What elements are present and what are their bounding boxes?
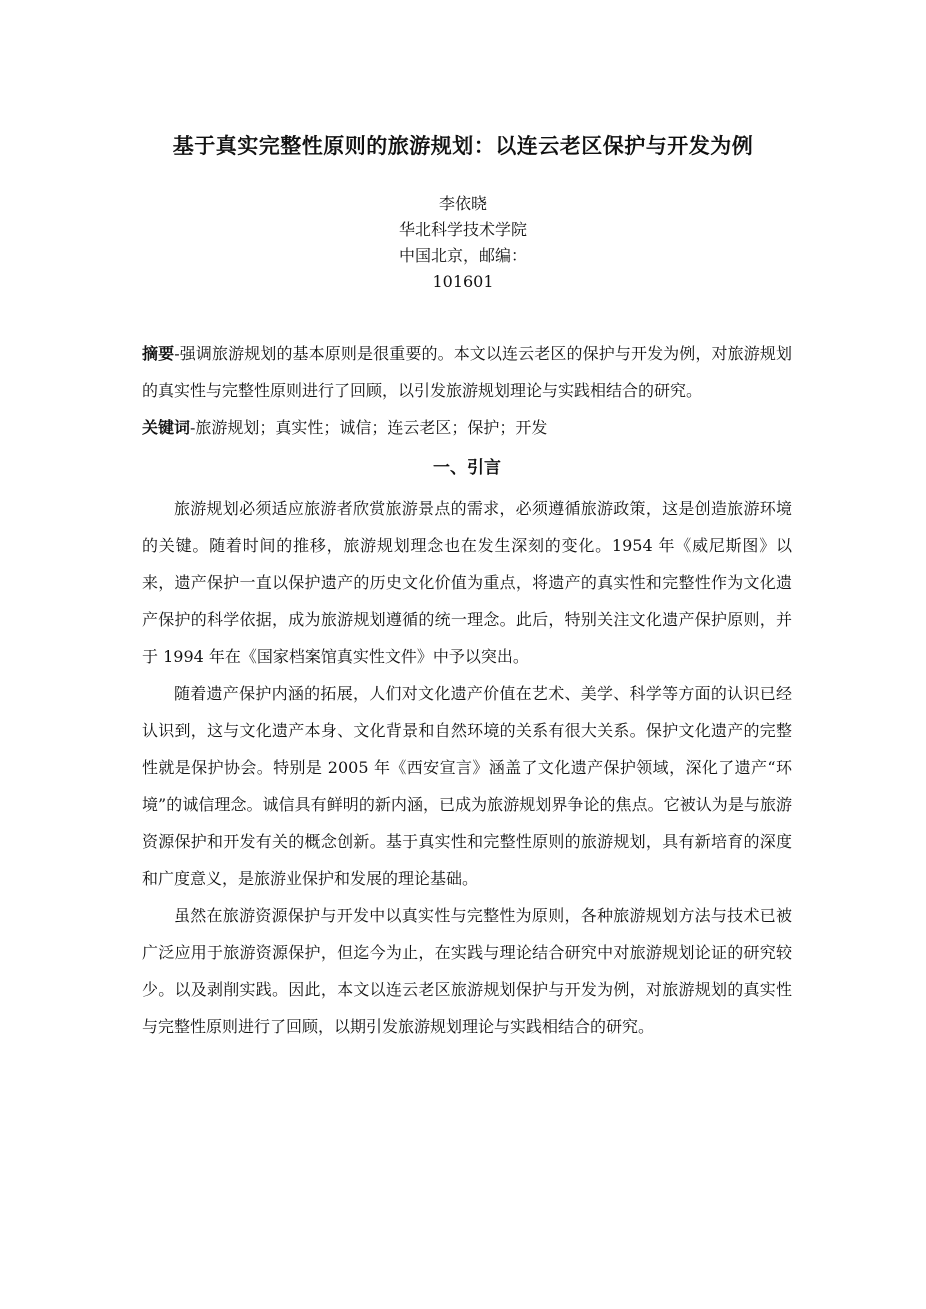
- author-block: [0, 191, 926, 295]
- body-paragraph: 随着遗产保护内涵的拓展，人们对文化遗产价值在艺术、美学、科学等方面的认识已经认识到，这与文化遗产本身、文化背景和自然环境的关系有很大关系。保护文化遗产的完整性就是保护协会。特别是 2005 年《西安宣言》涵盖了文化遗产保护领域，深化了遗产“环境”的诚信理念。诚信具有鲜明的新内涵，已成为旅游规划界争论的焦点。它被认为是与旅游资源保护和开发有关的概念创新。基于真实性和完整性原则的旅游规划，具有新培育的深度和广度意义，是旅游业保护和发展的理论基础。: [142, 684, 792, 888]
- body-paragraph: 虽然在旅游资源保护与开发中以真实性与完整性为原则，各种旅游规划方法与技术已被广泛应用于旅游资源保护，但迄今为止，在实践与理论结合研究中对旅游规划论证的研究较少。以及剥削实践。因此，本文以连云老区旅游规划保护与开发为例，对旅游规划的真实性与完整性原则进行了回顾，以期引发旅游规划理论与实践相结合的研究。: [142, 906, 792, 1036]
- author-address: 中国北京，邮编：: [398, 246, 527, 265]
- paper-title: 基于真实完整性原则的旅游规划：以连云老区保护与开发为例: [172, 134, 754, 158]
- abstract-text: -强调旅游规划的基本原则是很重要的。本文以连云老区的保护与开发为例，对旅游规划的真实性与完整性原则进行了回顾，以引发旅游规划理论与实践相结合的研究。: [142, 344, 792, 400]
- author-postcode: 101601: [432, 272, 494, 291]
- paper-body: [142, 335, 792, 1045]
- abstract-label: 摘要: [142, 344, 175, 363]
- keywords-text: -旅游规划；真实性；诚信；连云老区；保护；开发: [190, 418, 548, 437]
- body-paragraph: 旅游规划必须适应旅游者欣赏旅游景点的需求，必须遵循旅游政策，这是创造旅游环境的关键。随着时间的推移，旅游规划理念也在发生深刻的变化。1954 年《威尼斯图》以来，遗产保护一直以保护遗产的历史文化价值为重点，将遗产的真实性和完整性作为文化遗产保护的科学依据，成为旅游规划遵循的统一理念。此后，特别关注文化遗产保护原则，并于 1994 年在《国家档案馆真实性文件》中予以突出。: [142, 499, 792, 666]
- keywords: [142, 409, 792, 446]
- section-heading: 一、引言: [433, 458, 501, 478]
- author-affiliation: 华北科学技术学院: [398, 220, 527, 239]
- author-name: 李依晓: [438, 194, 487, 213]
- abstract: [142, 335, 792, 409]
- keywords-label: 关键词: [142, 418, 191, 437]
